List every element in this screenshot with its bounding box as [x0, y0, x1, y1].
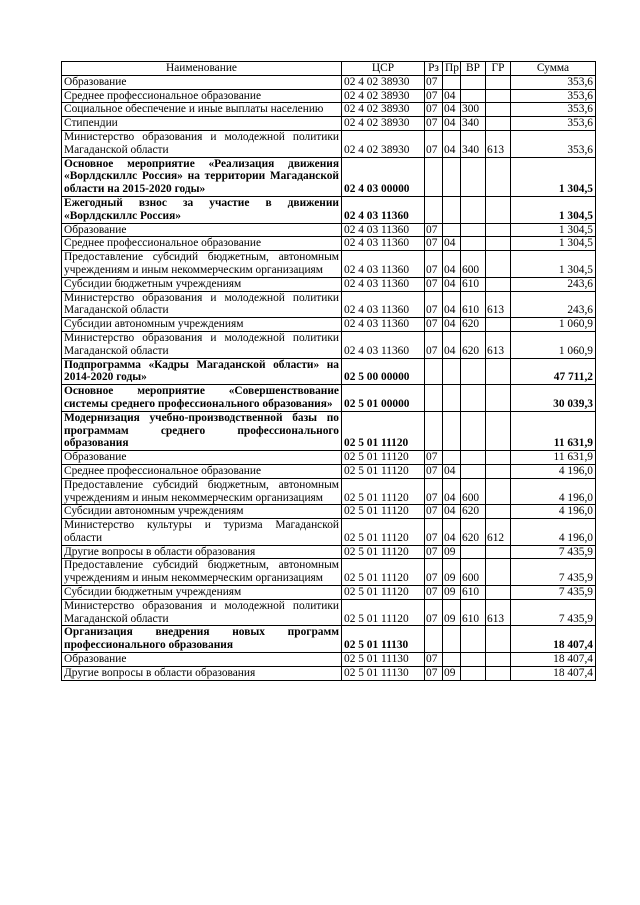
cell-rz: 07	[425, 291, 443, 318]
cell-gr	[486, 559, 511, 586]
cell-name: Стипендии	[62, 117, 342, 131]
cell-gr	[486, 318, 511, 332]
cell-rz	[425, 196, 443, 223]
cell-sum: 1 060,9	[511, 331, 596, 358]
cell-sum: 243,6	[511, 277, 596, 291]
cell-rz: 07	[425, 318, 443, 332]
cell-csr: 02 4 03 11360	[342, 318, 425, 332]
cell-sum: 1 304,5	[511, 223, 596, 237]
cell-rz	[425, 358, 443, 385]
cell-vr: 340	[461, 130, 486, 157]
cell-gr	[486, 223, 511, 237]
cell-sum: 4 196,0	[511, 464, 596, 478]
table-row	[62, 117, 596, 131]
cell-vr	[461, 464, 486, 478]
cell-csr: 02 4 02 38930	[342, 117, 425, 131]
cell-pr: 09	[443, 545, 461, 559]
cell-vr	[461, 358, 486, 385]
table-row	[62, 251, 596, 278]
table-row	[62, 196, 596, 223]
cell-vr	[461, 545, 486, 559]
cell-name: Министерство образования и молодежной политики Магаданской области	[62, 599, 342, 626]
table-row	[62, 358, 596, 385]
cell-pr: 04	[443, 291, 461, 318]
cell-vr	[461, 666, 486, 680]
cell-rz: 07	[425, 666, 443, 680]
cell-rz: 07	[425, 545, 443, 559]
header-sum: Сумма	[511, 62, 596, 76]
cell-csr: 02 5 01 11120	[342, 519, 425, 546]
cell-csr: 02 5 01 11120	[342, 478, 425, 505]
cell-pr	[443, 385, 461, 412]
cell-csr: 02 5 00 00000	[342, 358, 425, 385]
cell-rz: 07	[425, 331, 443, 358]
cell-vr	[461, 385, 486, 412]
cell-gr: 613	[486, 291, 511, 318]
budget-table	[61, 61, 596, 681]
table-row	[62, 318, 596, 332]
cell-pr: 04	[443, 117, 461, 131]
cell-csr: 02 5 01 11120	[342, 586, 425, 600]
cell-gr	[486, 464, 511, 478]
cell-name: Предоставление субсидий бюджетным, автономным учреждениям и иным некоммерческим организациям	[62, 251, 342, 278]
cell-csr: 02 5 01 11120	[342, 505, 425, 519]
cell-sum: 1 304,5	[511, 251, 596, 278]
cell-vr	[461, 223, 486, 237]
cell-vr	[461, 411, 486, 450]
table-row	[62, 157, 596, 196]
cell-csr: 02 4 03 00000	[342, 157, 425, 196]
cell-csr: 02 5 01 11130	[342, 666, 425, 680]
cell-name: Субсидии бюджетным учреждениям	[62, 277, 342, 291]
table-row	[62, 291, 596, 318]
cell-csr: 02 5 01 11120	[342, 464, 425, 478]
cell-name: Основное мероприятие «Совершенствование системы среднего профессионального образования»	[62, 385, 342, 412]
cell-pr: 04	[443, 251, 461, 278]
cell-pr: 04	[443, 464, 461, 478]
table-row	[62, 75, 596, 89]
cell-csr: 02 5 01 00000	[342, 385, 425, 412]
cell-pr: 04	[443, 505, 461, 519]
cell-gr	[486, 626, 511, 653]
cell-pr: 04	[443, 331, 461, 358]
cell-vr: 600	[461, 559, 486, 586]
cell-pr	[443, 223, 461, 237]
cell-pr: 04	[443, 237, 461, 251]
cell-rz: 07	[425, 237, 443, 251]
cell-gr	[486, 196, 511, 223]
header-csr: ЦСР	[342, 62, 425, 76]
cell-csr: 02 4 02 38930	[342, 103, 425, 117]
cell-name: Субсидии автономным учреждениям	[62, 318, 342, 332]
cell-name: Предоставление субсидий бюджетным, автономным учреждениям и иным некоммерческим организациям	[62, 478, 342, 505]
cell-sum: 353,6	[511, 103, 596, 117]
table-row	[62, 277, 596, 291]
cell-gr	[486, 117, 511, 131]
cell-vr: 620	[461, 331, 486, 358]
cell-vr: 620	[461, 519, 486, 546]
cell-vr: 340	[461, 117, 486, 131]
cell-vr: 300	[461, 103, 486, 117]
cell-rz: 07	[425, 117, 443, 131]
cell-vr: 600	[461, 478, 486, 505]
cell-csr: 02 5 01 11120	[342, 451, 425, 465]
cell-vr: 620	[461, 505, 486, 519]
cell-name: Образование	[62, 451, 342, 465]
cell-pr	[443, 411, 461, 450]
cell-pr: 04	[443, 478, 461, 505]
table-row	[62, 223, 596, 237]
cell-pr: 04	[443, 103, 461, 117]
cell-gr	[486, 358, 511, 385]
cell-vr	[461, 626, 486, 653]
header-gr: ГР	[486, 62, 511, 76]
cell-csr: 02 5 01 11120	[342, 411, 425, 450]
cell-sum: 18 407,4	[511, 626, 596, 653]
table-row	[62, 89, 596, 103]
table-row	[62, 666, 596, 680]
cell-name: Социальное обеспечение и иные выплаты населению	[62, 103, 342, 117]
cell-rz: 07	[425, 505, 443, 519]
cell-vr	[461, 653, 486, 667]
cell-rz: 07	[425, 251, 443, 278]
cell-name: Другие вопросы в области образования	[62, 545, 342, 559]
cell-sum: 18 407,4	[511, 653, 596, 667]
cell-sum: 7 435,9	[511, 559, 596, 586]
cell-sum: 1 304,5	[511, 237, 596, 251]
cell-gr	[486, 75, 511, 89]
table-row	[62, 464, 596, 478]
cell-pr: 04	[443, 130, 461, 157]
cell-name: Министерство образования и молодежной политики Магаданской области	[62, 130, 342, 157]
cell-csr: 02 4 03 11360	[342, 291, 425, 318]
cell-csr: 02 4 02 38930	[342, 75, 425, 89]
table-row	[62, 451, 596, 465]
cell-rz	[425, 385, 443, 412]
cell-gr	[486, 545, 511, 559]
cell-sum: 353,6	[511, 75, 596, 89]
cell-rz: 07	[425, 75, 443, 89]
cell-csr: 02 4 03 11360	[342, 237, 425, 251]
cell-csr: 02 5 01 11120	[342, 599, 425, 626]
cell-sum: 353,6	[511, 117, 596, 131]
cell-name: Субсидии бюджетным учреждениям	[62, 586, 342, 600]
table-row	[62, 586, 596, 600]
cell-name: Образование	[62, 653, 342, 667]
cell-name: Среднее профессиональное образование	[62, 237, 342, 251]
table-row	[62, 331, 596, 358]
cell-rz: 07	[425, 519, 443, 546]
header-pr: Пр	[443, 62, 461, 76]
cell-csr: 02 4 02 38930	[342, 130, 425, 157]
cell-name: Подпрограмма «Кадры Магаданской области» на 2014-2020 годы»	[62, 358, 342, 385]
cell-gr: 613	[486, 130, 511, 157]
cell-vr	[461, 451, 486, 465]
cell-rz: 07	[425, 653, 443, 667]
header-vr: ВР	[461, 62, 486, 76]
cell-rz: 07	[425, 599, 443, 626]
cell-pr: 09	[443, 666, 461, 680]
cell-csr: 02 4 03 11360	[342, 331, 425, 358]
cell-sum: 4 196,0	[511, 478, 596, 505]
cell-rz: 07	[425, 586, 443, 600]
cell-pr	[443, 451, 461, 465]
cell-rz	[425, 411, 443, 450]
cell-sum: 353,6	[511, 89, 596, 103]
cell-gr	[486, 451, 511, 465]
cell-gr	[486, 277, 511, 291]
cell-sum: 1 304,5	[511, 196, 596, 223]
cell-rz: 07	[425, 130, 443, 157]
cell-csr: 02 5 01 11130	[342, 626, 425, 653]
cell-rz: 07	[425, 277, 443, 291]
cell-csr: 02 4 03 11360	[342, 196, 425, 223]
cell-pr: 09	[443, 559, 461, 586]
cell-rz: 07	[425, 451, 443, 465]
cell-sum: 11 631,9	[511, 451, 596, 465]
cell-pr	[443, 626, 461, 653]
cell-gr: 613	[486, 599, 511, 626]
cell-sum: 353,6	[511, 130, 596, 157]
cell-gr: 612	[486, 519, 511, 546]
cell-name: Модернизация учебно-производственной базы по программам среднего профессионального образования	[62, 411, 342, 450]
cell-gr	[486, 103, 511, 117]
cell-sum: 4 196,0	[511, 505, 596, 519]
table-row	[62, 478, 596, 505]
cell-vr	[461, 196, 486, 223]
cell-pr: 04	[443, 519, 461, 546]
cell-gr	[486, 586, 511, 600]
table-row	[62, 559, 596, 586]
cell-vr	[461, 75, 486, 89]
cell-name: Министерство образования и молодежной политики Магаданской области	[62, 331, 342, 358]
cell-sum: 11 631,9	[511, 411, 596, 450]
cell-sum: 1 060,9	[511, 318, 596, 332]
header-name: Наименование	[62, 62, 342, 76]
cell-csr: 02 4 03 11360	[342, 277, 425, 291]
table-row	[62, 505, 596, 519]
cell-sum: 47 711,2	[511, 358, 596, 385]
cell-gr	[486, 653, 511, 667]
cell-vr	[461, 237, 486, 251]
cell-csr: 02 4 03 11360	[342, 223, 425, 237]
budget-document-page	[61, 61, 595, 681]
cell-sum: 7 435,9	[511, 586, 596, 600]
cell-sum: 30 039,3	[511, 385, 596, 412]
cell-gr	[486, 237, 511, 251]
table-row	[62, 411, 596, 450]
header-rz: Рз	[425, 62, 443, 76]
cell-pr	[443, 196, 461, 223]
cell-sum: 7 435,9	[511, 545, 596, 559]
cell-name: Другие вопросы в области образования	[62, 666, 342, 680]
cell-vr: 610	[461, 586, 486, 600]
cell-name: Образование	[62, 223, 342, 237]
cell-rz: 07	[425, 464, 443, 478]
cell-gr	[486, 251, 511, 278]
cell-rz: 07	[425, 103, 443, 117]
cell-name: Образование	[62, 75, 342, 89]
table-row	[62, 385, 596, 412]
cell-gr: 613	[486, 331, 511, 358]
table-row	[62, 599, 596, 626]
cell-name: Среднее профессиональное образование	[62, 89, 342, 103]
table-row	[62, 653, 596, 667]
cell-csr: 02 5 01 11120	[342, 559, 425, 586]
cell-gr	[486, 89, 511, 103]
cell-vr: 610	[461, 599, 486, 626]
cell-pr	[443, 358, 461, 385]
cell-vr	[461, 157, 486, 196]
cell-pr: 09	[443, 599, 461, 626]
table-row	[62, 626, 596, 653]
cell-sum: 1 304,5	[511, 157, 596, 196]
cell-vr: 610	[461, 277, 486, 291]
cell-vr: 610	[461, 291, 486, 318]
cell-name: Организация внедрения новых программ профессионального образования	[62, 626, 342, 653]
cell-name: Министерство культуры и туризма Магаданской области	[62, 519, 342, 546]
cell-sum: 18 407,4	[511, 666, 596, 680]
cell-csr: 02 4 03 11360	[342, 251, 425, 278]
cell-rz: 07	[425, 559, 443, 586]
cell-gr	[486, 666, 511, 680]
cell-gr	[486, 505, 511, 519]
cell-pr: 04	[443, 318, 461, 332]
cell-pr: 04	[443, 277, 461, 291]
table-row	[62, 103, 596, 117]
cell-pr: 09	[443, 586, 461, 600]
cell-csr: 02 5 01 11120	[342, 545, 425, 559]
cell-csr: 02 5 01 11130	[342, 653, 425, 667]
cell-pr	[443, 75, 461, 89]
cell-pr	[443, 157, 461, 196]
cell-gr	[486, 411, 511, 450]
table-row	[62, 545, 596, 559]
cell-name: Министерство образования и молодежной политики Магаданской области	[62, 291, 342, 318]
cell-gr	[486, 385, 511, 412]
cell-csr: 02 4 02 38930	[342, 89, 425, 103]
cell-name: Ежегодный взнос за участие в движении «Ворлдскиллс Россия»	[62, 196, 342, 223]
cell-rz	[425, 626, 443, 653]
cell-name: Предоставление субсидий бюджетным, автономным учреждениям и иным некоммерческим организациям	[62, 559, 342, 586]
cell-sum: 4 196,0	[511, 519, 596, 546]
cell-gr	[486, 478, 511, 505]
cell-pr	[443, 653, 461, 667]
table-row	[62, 237, 596, 251]
table-header-row	[62, 62, 596, 76]
cell-vr: 600	[461, 251, 486, 278]
cell-sum: 7 435,9	[511, 599, 596, 626]
cell-name: Основное мероприятие «Реализация движения «Ворлдскиллс Россия» на территории Магаданской области на 2015-2020 годы»	[62, 157, 342, 196]
cell-name: Субсидии автономным учреждениям	[62, 505, 342, 519]
cell-rz: 07	[425, 89, 443, 103]
cell-rz	[425, 157, 443, 196]
cell-sum: 243,6	[511, 291, 596, 318]
cell-rz: 07	[425, 478, 443, 505]
cell-rz: 07	[425, 223, 443, 237]
cell-pr: 04	[443, 89, 461, 103]
cell-name: Среднее профессиональное образование	[62, 464, 342, 478]
cell-vr: 620	[461, 318, 486, 332]
table-row	[62, 519, 596, 546]
table-row	[62, 130, 596, 157]
table-body	[62, 75, 596, 680]
cell-gr	[486, 157, 511, 196]
cell-vr	[461, 89, 486, 103]
